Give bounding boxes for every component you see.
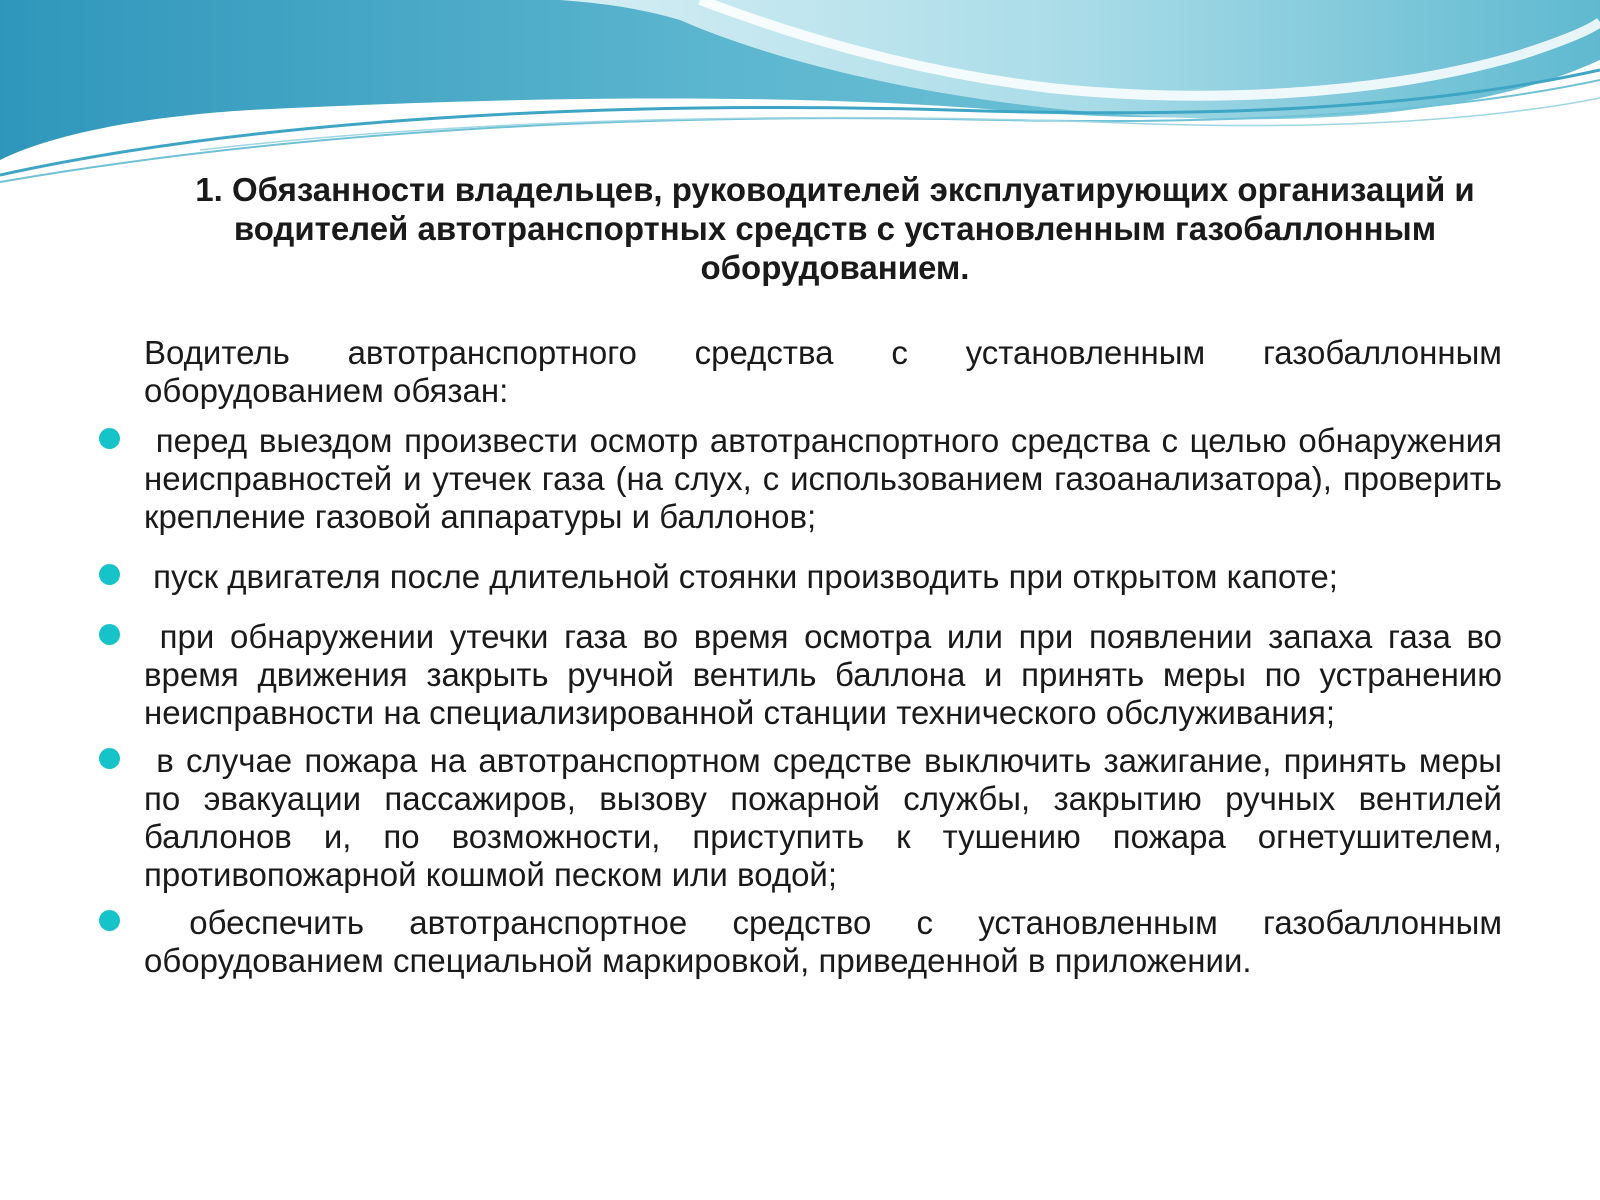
- list-item: [144, 558, 1502, 596]
- bullet-text: при обнаружении утечки газа во время осмотра или при появлении запаха газа во время движения закрыть ручной вентиль баллона и принять меры по устранению неисправности на специализированной станции технического обслуживания;: [144, 618, 1502, 731]
- bullet-text: перед выездом произвести осмотр автотранспортного средства с целью обнаружения неисправностей и утечек газа (на слух, с использованием газоанализатора), проверить крепление газовой аппаратуры и баллонов;: [144, 422, 1503, 535]
- list-item: [144, 742, 1502, 894]
- slide-body: [144, 334, 1502, 990]
- bullet-dot-icon: [99, 564, 120, 585]
- bullet-dot-icon: [99, 748, 120, 769]
- bullet-text: в случае пожара на автотранспортном средстве выключить зажигание, принять меры по эвакуации пассажиров, вызову пожарной службы, закрытию ручных вентилей баллонов и, по возможности, приступить к тушению пожара огнетушителем, противопожарной кошмой песком или водой;: [144, 742, 1502, 893]
- wave-header-decoration: [0, 0, 1600, 190]
- bullet-dot-icon: [99, 910, 120, 931]
- list-item: [144, 422, 1502, 536]
- bullet-text: обеспечить автотранспортное средство с установленным газобаллонным оборудованием специальной маркировкой, приведенной в приложении.: [144, 904, 1503, 979]
- bullet-text: пуск двигателя после длительной стоянки производить при открытом капоте;: [153, 558, 1338, 595]
- slide-title: 1. Обязанности владельцев, руководителей эксплуатирующих организаций и водителей автотранспортных средств с установленным газобаллонным оборудованием.: [195, 171, 1475, 286]
- bullet-dot-icon: [99, 624, 120, 645]
- bullet-dot-icon: [99, 428, 120, 449]
- intro-paragraph: Водитель автотранспортного средства с установленным газобаллонным оборудованием обязан:: [144, 334, 1502, 409]
- list-item: [144, 904, 1502, 980]
- list-item: [144, 618, 1502, 732]
- bullet-list: [144, 422, 1502, 980]
